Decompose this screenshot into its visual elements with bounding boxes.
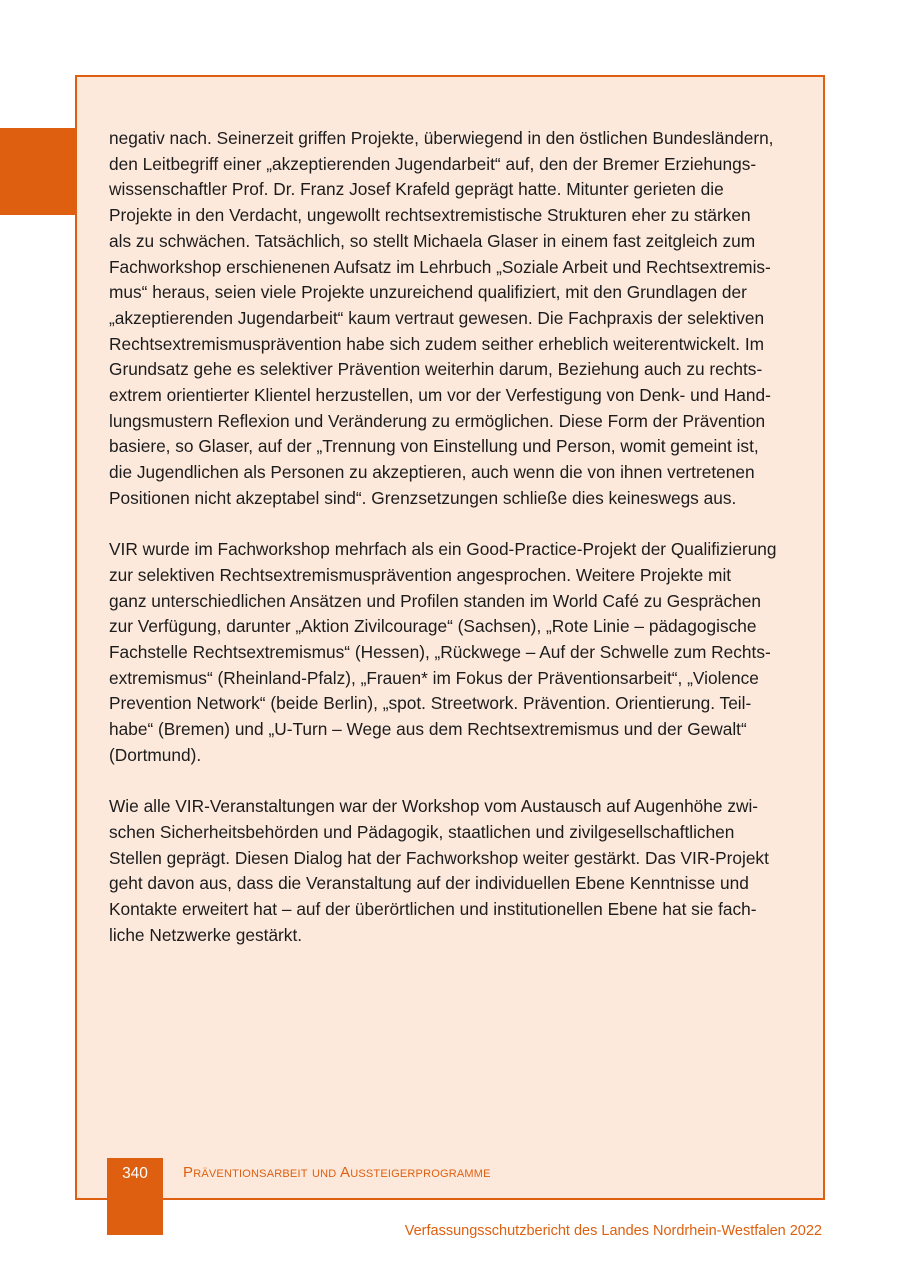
page-number: 340: [122, 1165, 148, 1182]
paragraph-1: [109, 126, 794, 512]
text-line: Wie alle VIR-Veranstaltungen war der Workshop vom Austausch auf Augenhöhe zwi-: [109, 796, 759, 817]
text-line: basiere, so Glaser, auf der „Trennung von Einstellung und Person, womit gemeint ist,: [109, 436, 759, 457]
text-line: Grundsatz gehe es selektiver Prävention weiterhin darum, Beziehung auch zu rechts-: [109, 359, 763, 380]
text-line: die Jugendlichen als Personen zu akzeptieren, auch wenn die von ihnen vertretenen: [109, 462, 755, 483]
text-line: „akzeptierenden Jugendarbeit“ kaum vertraut gewesen. Die Fachpraxis der selektiven: [109, 307, 765, 328]
text-line: habe“ (Bremen) und „U-Turn – Wege aus dem Rechtsextremismus und der Gewalt“: [109, 719, 747, 740]
content-frame: [75, 75, 825, 1200]
text-line: zur selektiven Rechtsextremismusprävention angesprochen. Weitere Projekte mit: [109, 564, 732, 585]
text-line: Positionen nicht akzeptabel sind“. Grenzsetzungen schließe dies keineswegs aus.: [109, 487, 737, 508]
text-line: (Dortmund).: [109, 744, 202, 765]
text-line: Fachworkshop erschienenen Aufsatz im Lehrbuch „Soziale Arbeit und Rechtsextremis-: [109, 256, 771, 277]
body-text: [109, 126, 794, 974]
text-line: VIR wurde im Fachworkshop mehrfach als ein Good-Practice-Projekt der Qualifizierung: [109, 539, 777, 560]
text-line: Stellen geprägt. Diesen Dialog hat der Fachworkshop weiter gestärkt. Das VIR-Projekt: [109, 847, 769, 868]
text-line: liche Netzwerke gestärkt.: [109, 924, 303, 945]
text-line: schen Sicherheitsbehörden und Pädagogik, staatlichen und zivilgesellschaftlichen: [109, 821, 735, 842]
text-line: negativ nach. Seinerzeit griffen Projekte, überwiegend in den östlichen Bundesländern,: [109, 128, 774, 148]
text-line: ganz unterschiedlichen Ansätzen und Profilen standen im World Café zu Gesprächen: [109, 590, 761, 611]
paragraph-3: [109, 794, 794, 948]
text-line: geht davon aus, dass die Veranstaltung auf der individuellen Ebene Kenntnisse und: [109, 873, 749, 894]
publication-title: Verfassungsschutzbericht des Landes Nordrhein-Westfalen 2022: [404, 1223, 822, 1239]
text-line: Rechtsextremismusprävention habe sich zudem seither erheblich weiterentwickelt. Im: [109, 333, 765, 354]
text-line: Prevention Network“ (beide Berlin), „spot. Streetwork. Prävention. Orientierung. Teil-: [109, 693, 752, 714]
text-line: den Leitbegriff einer „akzeptierenden Jugendarbeit“ auf, den der Bremer Erziehungs-: [109, 153, 757, 174]
text-line: lungsmustern Reflexion und Veränderung zu ermöglichen. Diese Form der Prävention: [109, 410, 766, 431]
side-accent-tab: [0, 128, 76, 215]
text-line: Fachstelle Rechtsextremismus“ (Hessen), „Rückwege – Auf der Schwelle zum Rechts-: [109, 642, 771, 663]
text-line: wissenschaftler Prof. Dr. Franz Josef Krafeld geprägt hatte. Mitunter gerieten die: [109, 179, 724, 200]
text-line: extrem orientierter Klientel herzustellen, um vor der Verfestigung von Denk- und Hand-: [109, 385, 771, 406]
text-line: mus“ heraus, seien viele Projekte unzureichend qualifiziert, mit den Grundlagen der: [109, 282, 747, 303]
text-line: extremismus“ (Rheinland-Pfalz), „Frauen* im Fokus der Präventionsarbeit“, „Violence: [109, 667, 759, 688]
text-line: als zu schwächen. Tatsächlich, so stellt Michaela Glaser in einem fast zeitgleich zum: [109, 230, 756, 251]
text-line: Projekte in den Verdacht, ungewollt rechtsextremistische Strukturen eher zu stärken: [109, 205, 751, 226]
paragraph-2: [109, 537, 794, 768]
text-line: Kontakte erweitert hat – auf der überörtlichen und institutionellen Ebene hat sie fach-: [109, 899, 757, 920]
text-line: zur Verfügung, darunter „Aktion Zivilcourage“ (Sachsen), „Rote Linie – pädagogische: [109, 616, 757, 637]
chapter-title: Präventionsarbeit und Aussteigerprogramme: [183, 1164, 491, 1181]
